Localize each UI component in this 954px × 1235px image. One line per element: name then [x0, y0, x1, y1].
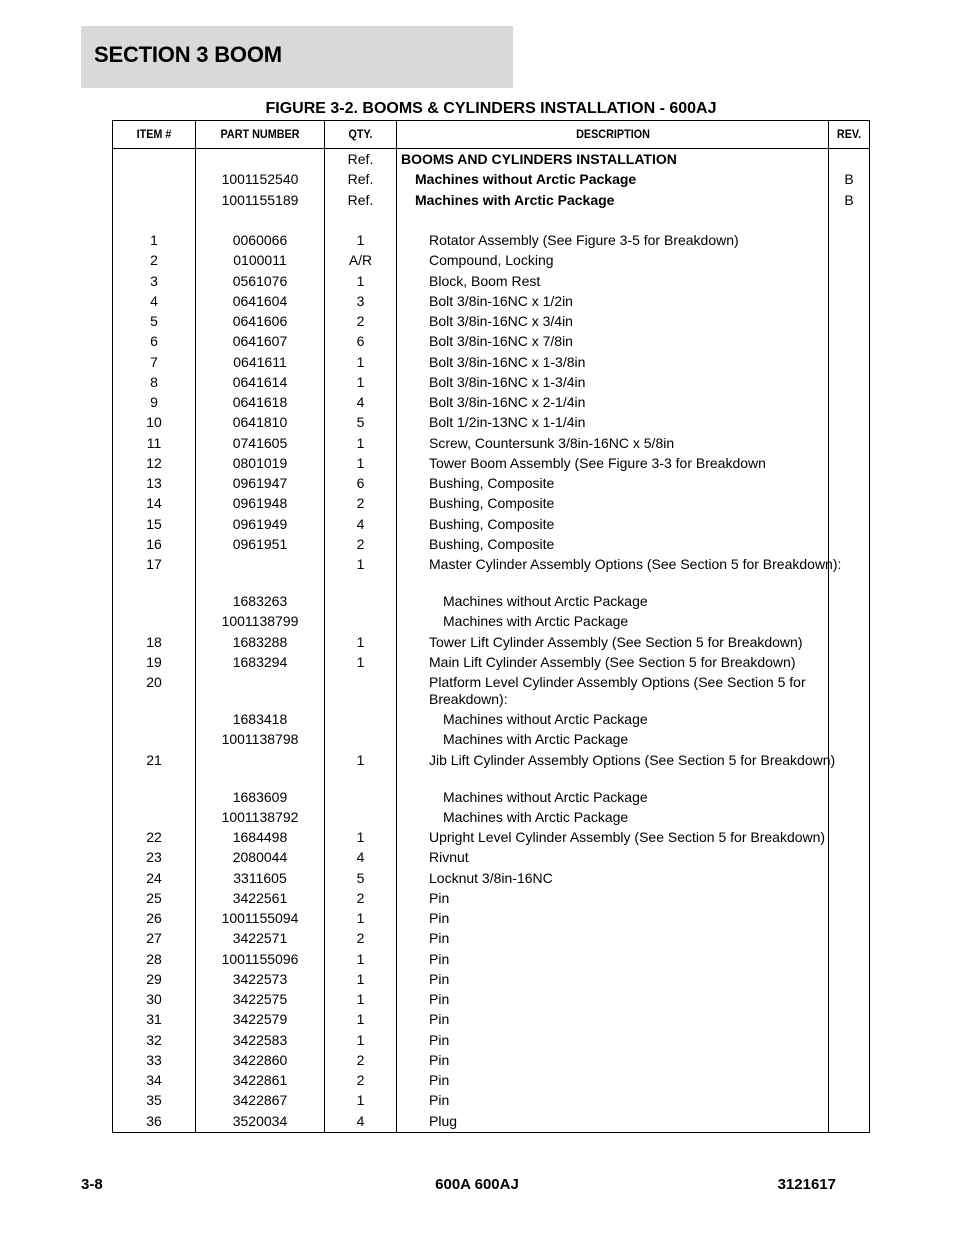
table-row — [113, 230, 869, 250]
item-number-cell: 11 — [146, 434, 162, 451]
description-cell: Pin — [429, 1051, 450, 1068]
description-cell: Upright Level Cylinder Assembly (See Section 5 for Breakdown) — [429, 829, 826, 845]
footer-model: 600A 600AJ — [435, 1176, 519, 1193]
part-number-cell: 1001138798 — [221, 731, 299, 748]
description-cell: Bolt 3/8in-16NC x 1-3/8in — [429, 353, 586, 370]
table-row — [113, 1030, 869, 1050]
quantity-cell: 1 — [356, 272, 365, 289]
description-cell: Bushing, Composite — [429, 535, 555, 552]
part-number-cell: 0641606 — [232, 313, 288, 329]
table-row — [113, 331, 869, 351]
part-number-cell: 0641611 — [233, 353, 287, 370]
table-row — [113, 1070, 869, 1090]
quantity-cell: A/R — [348, 252, 373, 269]
table-row — [113, 210, 869, 230]
quantity-cell: 1 — [356, 434, 365, 451]
description-cell: Bolt 3/8in-16NC x 1-3/4in — [429, 373, 586, 390]
part-number-cell: 0961947 — [232, 475, 288, 491]
table-row — [113, 514, 869, 534]
header-part-number: PART NUMBER — [220, 127, 300, 141]
quantity-cell: 1 — [356, 950, 365, 967]
description-cell: Bolt 1/2in-13NC x 1-1/4in — [429, 414, 586, 431]
description-cell: Master Cylinder Assembly Options (See Section 5 for Breakdown): — [429, 556, 842, 572]
table-row — [113, 868, 869, 888]
table-row — [113, 847, 869, 867]
quantity-cell: 1 — [356, 991, 365, 1007]
quantity-cell: 1 — [356, 633, 365, 650]
item-number-cell: 9 — [150, 394, 158, 410]
part-number-cell: 1683609 — [232, 788, 288, 805]
quantity-cell: Ref. — [347, 191, 374, 208]
quantity-cell: 1 — [356, 1092, 365, 1109]
table-row — [113, 250, 869, 270]
item-number-cell: 1 — [150, 232, 158, 248]
part-number-cell: 1001155096 — [221, 950, 299, 967]
table-row — [113, 1009, 869, 1029]
description-cell: Pin — [429, 1031, 450, 1048]
description-cell: Pin — [429, 991, 450, 1007]
item-number-cell: 34 — [146, 1072, 162, 1088]
header-item: ITEM # — [136, 127, 172, 141]
part-number-cell: 1001138792 — [221, 808, 299, 825]
part-number-cell: 1001138799 — [221, 613, 299, 630]
table-row — [113, 709, 869, 729]
description-cell: Bushing, Composite — [429, 515, 555, 532]
table-row — [113, 291, 869, 311]
part-number-cell: 0100011 — [233, 252, 287, 269]
table-row — [113, 169, 869, 189]
table-row — [113, 969, 869, 989]
description-cell: Locknut 3/8in-16NC — [429, 869, 553, 886]
table-row — [113, 352, 869, 372]
item-number-cell: 33 — [146, 1051, 162, 1068]
table-row — [113, 392, 869, 412]
quantity-cell: 4 — [356, 849, 365, 866]
item-number-cell: 4 — [150, 292, 158, 309]
description-cell: Machines without Arctic Package — [415, 171, 637, 188]
table-row — [113, 787, 869, 807]
item-number-cell: 22 — [146, 829, 162, 845]
quantity-cell: 1 — [356, 751, 365, 768]
revision-cell: B — [844, 191, 854, 208]
description-cell: Pin — [429, 1092, 450, 1109]
description-cell: Machines without Arctic Package — [443, 593, 648, 609]
table-row — [113, 311, 869, 331]
item-number-cell: 5 — [150, 313, 158, 329]
description-cell: Bolt 3/8in-16NC x 2-1/4in — [429, 394, 586, 410]
item-number-cell: 32 — [146, 1031, 162, 1048]
description-cell: Pin — [429, 950, 450, 967]
part-number-cell: 0641607 — [232, 333, 288, 350]
description-cell: Plug — [429, 1112, 458, 1129]
table-row — [113, 433, 869, 453]
part-number-cell: 3422583 — [232, 1031, 288, 1048]
part-number-cell: 1001152540 — [221, 171, 299, 188]
item-number-cell: 16 — [146, 535, 162, 552]
part-number-cell: 3422573 — [232, 970, 288, 987]
item-number-cell: 36 — [146, 1112, 162, 1129]
description-cell: Machines with Arctic Package — [443, 613, 629, 630]
part-number-cell: 1683294 — [232, 653, 288, 670]
item-number-cell: 23 — [146, 849, 162, 866]
item-number-cell: 8 — [150, 373, 158, 390]
item-number-cell: 27 — [146, 930, 162, 947]
table-row — [113, 729, 869, 749]
table-row — [113, 928, 869, 948]
item-number-cell: 28 — [146, 950, 162, 967]
quantity-cell: 1 — [356, 454, 365, 471]
table-row — [113, 190, 869, 210]
quantity-cell: 2 — [356, 930, 365, 947]
part-number-cell: 0741605 — [232, 434, 288, 451]
table-body — [113, 149, 869, 1131]
part-number-cell: 0641614 — [232, 373, 288, 390]
table-row — [113, 989, 869, 1009]
part-number-cell: 0961948 — [232, 495, 288, 512]
table-row — [113, 534, 869, 554]
quantity-cell: 5 — [356, 414, 365, 431]
quantity-cell: 2 — [356, 889, 365, 906]
quantity-cell: 3 — [356, 292, 365, 309]
item-number-cell: 20 — [146, 674, 162, 690]
table-row — [113, 1050, 869, 1070]
table-row — [113, 372, 869, 392]
part-number-cell: 1683263 — [232, 593, 288, 609]
quantity-cell: 6 — [356, 475, 365, 491]
description-cell: Machines with Arctic Package — [443, 731, 629, 748]
description-cell: Machines with Arctic Package — [443, 808, 629, 825]
item-number-cell: 7 — [150, 353, 158, 370]
item-number-cell: 13 — [146, 475, 162, 491]
part-number-cell: 1683288 — [232, 633, 288, 650]
part-number-cell: 3422861 — [232, 1072, 288, 1088]
table-row — [113, 1111, 869, 1131]
table-row — [113, 827, 869, 847]
table-row — [113, 271, 869, 291]
item-number-cell: 35 — [146, 1092, 162, 1109]
quantity-cell: 4 — [356, 1112, 365, 1129]
part-number-cell: 3422579 — [232, 1011, 288, 1028]
table-row — [113, 611, 869, 631]
part-number-cell: 1684498 — [232, 829, 288, 845]
part-number-cell: 3520034 — [232, 1112, 288, 1129]
item-number-cell: 17 — [146, 556, 162, 572]
description-cell: Tower Boom Assembly (See Figure 3-3 for Breakdown — [429, 454, 766, 471]
description-cell: Bolt 3/8in-16NC x 7/8in — [429, 333, 573, 350]
part-number-cell: 0060066 — [232, 232, 288, 248]
header-rev: REV. — [836, 127, 862, 141]
table-row — [113, 1090, 869, 1110]
quantity-cell: 1 — [356, 1031, 365, 1048]
part-number-cell: 3422867 — [232, 1092, 288, 1109]
description-cell: Bolt 3/8in-16NC x 3/4in — [429, 313, 573, 329]
description-cell: Rotator Assembly (See Figure 3-5 for Breakdown) — [429, 232, 739, 248]
item-number-cell: 29 — [146, 970, 162, 987]
table-row — [113, 888, 869, 908]
description-cell: Block, Boom Rest — [429, 272, 541, 289]
table-row — [113, 554, 869, 591]
item-number-cell: 25 — [146, 889, 162, 906]
part-number-cell: 0641604 — [232, 292, 288, 309]
description-cell: Platform Level Cylinder Assembly Options (See Section 5 for Breakdown): — [429, 674, 806, 707]
part-number-cell: 0561076 — [232, 272, 288, 289]
part-number-cell: 3422575 — [232, 991, 288, 1007]
description-cell: Pin — [429, 1072, 450, 1088]
quantity-cell: 4 — [356, 515, 365, 532]
footer-doc-number: 3121617 — [777, 1176, 836, 1193]
description-cell: Bushing, Composite — [429, 495, 555, 512]
quantity-cell: Ref. — [347, 151, 374, 167]
description-cell: Bolt 3/8in-16NC x 1/2in — [429, 292, 573, 309]
description-cell: Compound, Locking — [429, 252, 554, 269]
description-cell: Machines without Arctic Package — [443, 711, 648, 727]
item-number-cell: 30 — [146, 991, 162, 1007]
item-number-cell: 2 — [150, 252, 158, 269]
description-cell: Machines without Arctic Package — [443, 788, 648, 805]
item-number-cell: 3 — [150, 272, 158, 289]
table-row — [113, 908, 869, 928]
part-number-cell: 0961949 — [232, 515, 288, 532]
item-number-cell: 26 — [146, 910, 162, 926]
quantity-cell: 6 — [356, 333, 365, 350]
table-row — [113, 149, 869, 169]
quantity-cell: 4 — [356, 394, 365, 410]
quantity-cell: 1 — [356, 373, 365, 390]
table-row — [113, 632, 869, 652]
description-cell: Jib Lift Cylinder Assembly Options (See Section 5 for Breakdown) — [429, 751, 836, 768]
table-row — [113, 750, 869, 787]
revision-cell: B — [844, 171, 854, 188]
table-row — [113, 453, 869, 473]
quantity-cell: 1 — [356, 910, 365, 926]
quantity-cell: Ref. — [347, 171, 374, 188]
description-cell: Main Lift Cylinder Assembly (See Section 5 for Breakdown) — [429, 653, 796, 670]
part-number-cell: 3422860 — [232, 1051, 288, 1068]
header-qty: QTY. — [348, 127, 373, 141]
part-number-cell: 1001155189 — [221, 191, 299, 208]
item-number-cell: 10 — [146, 414, 162, 431]
quantity-cell: 1 — [356, 232, 365, 248]
description-cell: Bushing, Composite — [429, 475, 555, 491]
table-row — [113, 652, 869, 672]
section-title: SECTION 3 BOOM — [94, 42, 282, 67]
description-cell: Machines with Arctic Package — [415, 191, 615, 208]
part-number-cell: 0641618 — [232, 394, 288, 410]
quantity-cell: 5 — [356, 869, 365, 886]
part-number-cell: 3311605 — [233, 869, 287, 886]
description-cell: Screw, Countersunk 3/8in-16NC x 5/8in — [429, 434, 675, 451]
description-cell: Rivnut — [429, 849, 469, 866]
part-number-cell: 1683418 — [232, 711, 288, 727]
quantity-cell: 1 — [356, 829, 365, 845]
part-number-cell: 1001155094 — [221, 910, 299, 926]
quantity-cell: 1 — [356, 1011, 365, 1028]
table-row — [113, 949, 869, 969]
item-number-cell: 12 — [146, 454, 162, 471]
description-cell: Pin — [429, 889, 450, 906]
item-number-cell: 21 — [146, 751, 162, 768]
description-cell: Pin — [429, 910, 450, 926]
header-description: DESCRIPTION — [576, 127, 650, 141]
figure-title: FIGURE 3-2. BOOMS & CYLINDERS INSTALLATION - 600AJ — [265, 100, 717, 117]
quantity-cell: 2 — [356, 1051, 365, 1068]
quantity-cell: 1 — [356, 653, 365, 670]
description-cell: Tower Lift Cylinder Assembly (See Section 5 for Breakdown) — [429, 633, 803, 650]
table-row — [113, 807, 869, 827]
item-number-cell: 19 — [146, 653, 162, 670]
table-row — [113, 591, 869, 611]
quantity-cell: 1 — [356, 556, 365, 572]
part-number-cell: 2080044 — [232, 849, 288, 866]
part-number-cell: 0961951 — [232, 535, 288, 552]
item-number-cell: 18 — [146, 633, 162, 650]
description-cell: Pin — [429, 930, 450, 947]
table-row — [113, 412, 869, 432]
description-cell: Pin — [429, 970, 450, 987]
item-number-cell: 31 — [146, 1011, 162, 1028]
table-row — [113, 473, 869, 493]
quantity-cell: 1 — [356, 970, 365, 987]
item-number-cell: 15 — [146, 515, 162, 532]
description-cell: Pin — [429, 1011, 450, 1028]
part-number-cell: 3422571 — [232, 930, 288, 947]
quantity-cell: 1 — [356, 353, 365, 370]
item-number-cell: 14 — [146, 495, 162, 512]
part-number-cell: 3422561 — [232, 889, 288, 906]
quantity-cell: 2 — [356, 495, 365, 512]
description-cell: BOOMS AND CYLINDERS INSTALLATION — [401, 151, 677, 167]
item-number-cell: 24 — [146, 869, 162, 886]
table-row — [113, 493, 869, 513]
table-row — [113, 672, 869, 709]
quantity-cell: 2 — [356, 313, 365, 329]
item-number-cell: 6 — [150, 333, 158, 350]
part-number-cell: 0801019 — [232, 454, 288, 471]
quantity-cell: 2 — [356, 535, 365, 552]
footer-page-number: 3-8 — [81, 1176, 103, 1193]
parts-table — [112, 120, 870, 1133]
quantity-cell: 2 — [356, 1072, 365, 1088]
part-number-cell: 0641810 — [232, 414, 288, 431]
